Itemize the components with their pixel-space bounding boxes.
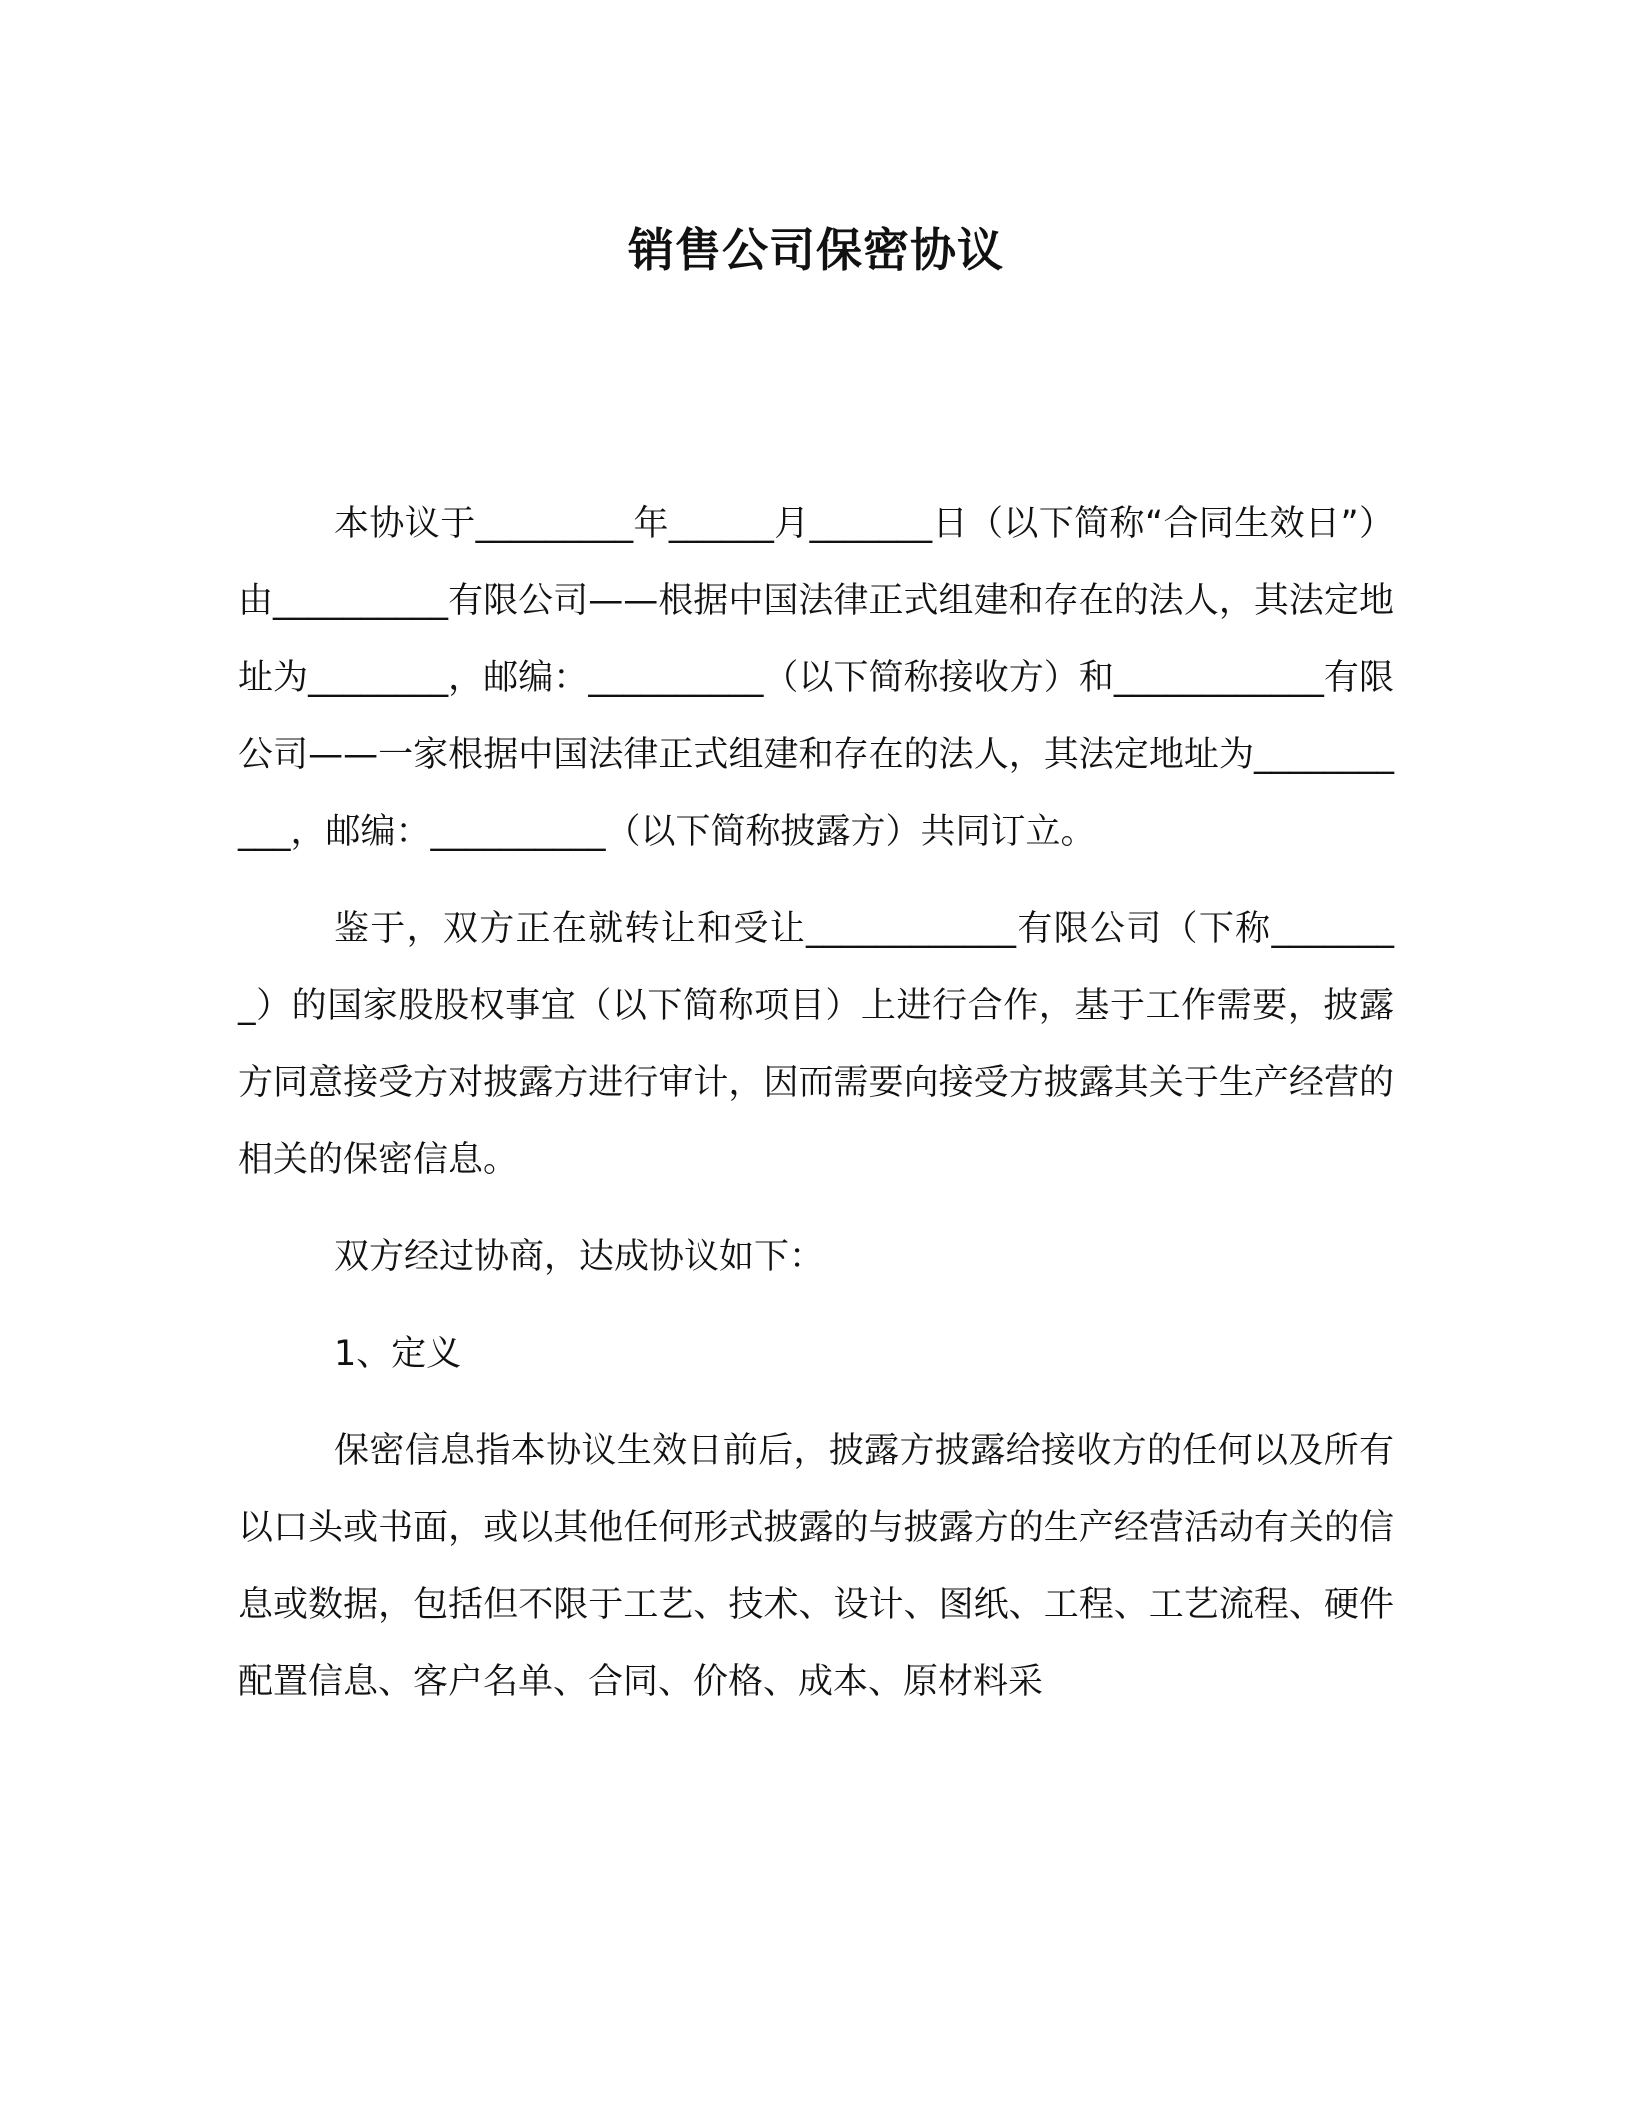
paragraph-parties: 本协议于_________年______月_______日（以下简称“合同生效日”）由__________有限公司——根据中国法律正式组建和存在的法人，其法定地址为________，邮编：__________（以下简称接收方）和____________有限公司——一家根据中国法律正式组建和存在的法人，其法定地址为___________，邮编：__________（以下简称披露方）共同订立。 xyxy=(238,504,1394,852)
paragraph-definition: 保密信息指本协议生效日前后，披露方披露给接收方的任何以及所有以口头或书面，或以其他任何形式披露的与披露方的生产经营活动有关的信息或数据，包括但不限于工艺、技术、设计、图纸、工程、工艺流程、硬件配置信息、客户名单、合同、价格、成本、原材料采 xyxy=(238,1431,1394,1702)
section-heading-definitions: 1、定义 xyxy=(334,1334,462,1374)
document-title: 销售公司保密协议 xyxy=(628,223,1004,277)
document-body xyxy=(238,486,1394,1741)
paragraph-whereas: 鉴于，双方正在就转让和受让____________有限公司（下称________）的国家股股权事宜（以下简称项目）上进行合作，基于工作需要，披露方同意接受方对披露方进行审计，因而需要向接受方披露其关于生产经营的相关的保密信息。 xyxy=(238,909,1394,1180)
paragraph-agreement-intro: 双方经过协商，达成协议如下： xyxy=(334,1237,825,1277)
